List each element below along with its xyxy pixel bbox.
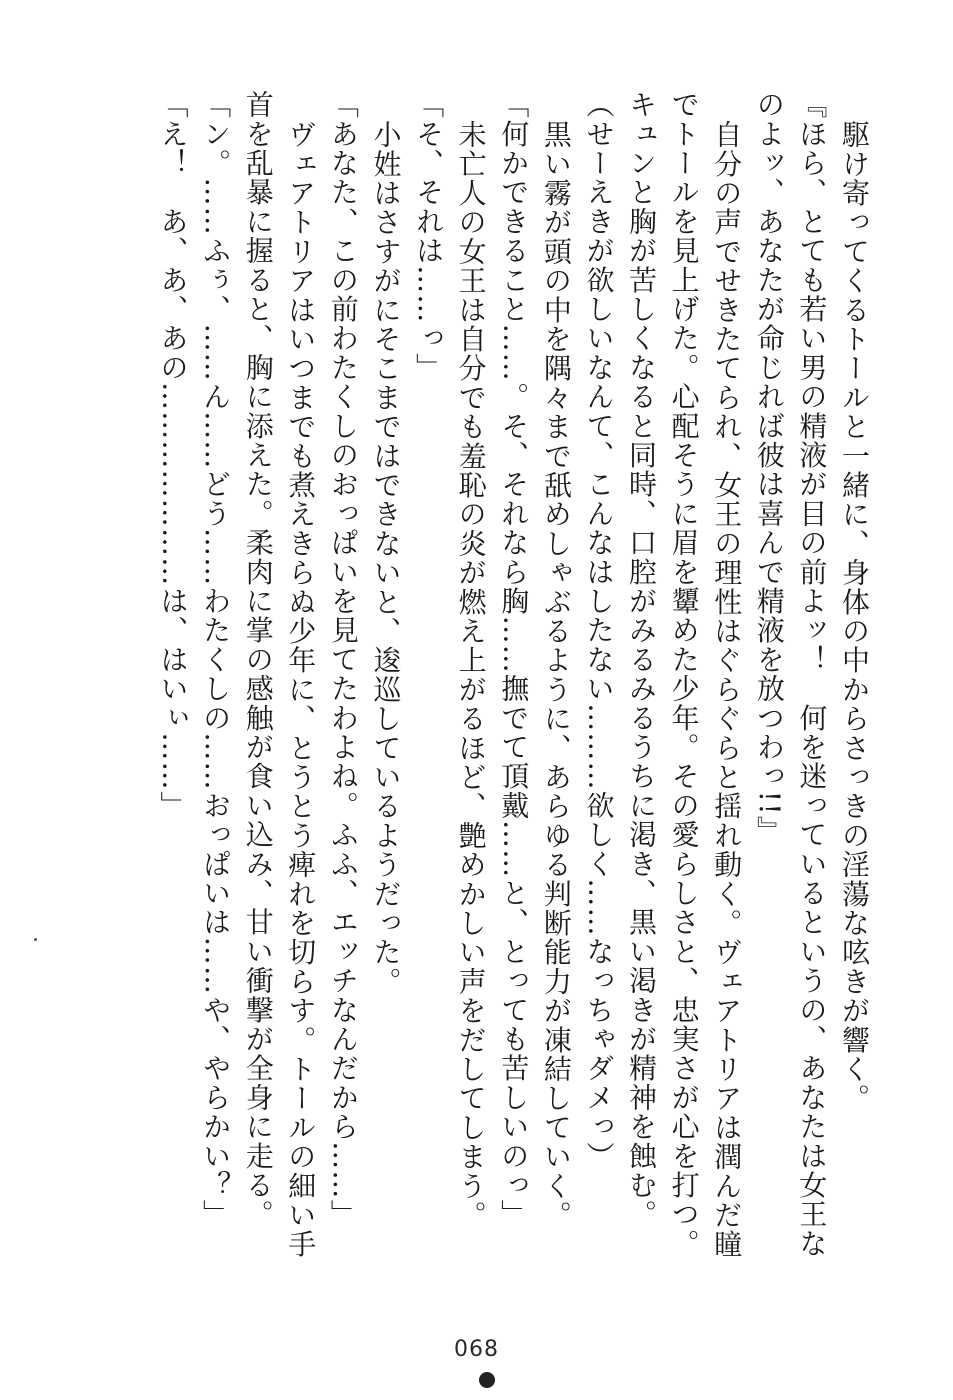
text-line: 「あなた、この前わたくしのおっぱいを見てたわよね。ふふ、エッチなんだから……」 bbox=[326, 90, 360, 1229]
text-line: のよッ、あなたが命じれば彼は喜んで精液を放つわっ!!』 bbox=[752, 90, 786, 845]
text-line: 「え！ あ、あ、あの…………………は、はいぃ……」 bbox=[156, 90, 190, 820]
text-line: 「ン。……ふぅ、……ん……どう……わたくしの……おっぱいは……や、やらかい？」 bbox=[199, 90, 233, 1229]
page-marker-dot bbox=[479, 1372, 495, 1388]
text-line: 「そ、それは……っ」 bbox=[412, 90, 446, 382]
text-line: 「何かできること……。そ、それなら胸……撫でて頂戴……と、とっても苦しいのっ」 bbox=[497, 90, 531, 1229]
page-number: 068 bbox=[454, 1337, 499, 1362]
text-line: （せーえきが欲しいなんて、こんなはしたない………欲しく……なっちゃダメっ） bbox=[582, 90, 616, 1171]
text-line: 自分の声でせきたてられ、女王の理性はぐらぐらと揺れ動く。ヴェアトリアは潤んだ瞳 bbox=[710, 120, 744, 1259]
text-line: 黒い霧が頭の中を隅々まで舐めしゃぶるように、あらゆる判断能力が凍結していく。 bbox=[539, 120, 573, 1230]
scan-speck bbox=[34, 938, 37, 941]
text-line: でトールを見上げた。心配そうに眉を顰めた少年。その愛らしさと、忠実さが心を打つ。 bbox=[667, 90, 701, 1258]
vertical-text-body bbox=[151, 90, 875, 1290]
text-line: 首を乱暴に握ると、胸に添えた。柔肉に掌の感触が食い込み、甘い衝撃が全身に走る。 bbox=[241, 90, 275, 1229]
text-line: 『ほら、とても若い男の精液が目の前よッ！ 何を迷っているというの、あなたは女王な bbox=[795, 90, 829, 1258]
text-line: 駆け寄ってくるトールと一緒に、身体の中からさっきの淫蕩な呟きが響く。 bbox=[838, 120, 871, 1113]
text-line: 未亡人の女王は自分でも羞恥の炎が燃え上がるほど、艶めかしい声をだしてしまう。 bbox=[454, 120, 488, 1230]
text-line: ヴェアトリアはいつまでも煮えきらぬ少年に、とうとう痺れを切らす。トールの細い手 bbox=[284, 120, 318, 1259]
text-line: 小姓はさすがにそこまではできないと、逡巡しているようだった。 bbox=[369, 120, 403, 996]
text-line: キュンと胸が苦しくなると同時、口腔がみるみるうちに渇き、黒い渇きが精神を蝕む。 bbox=[625, 90, 659, 1229]
